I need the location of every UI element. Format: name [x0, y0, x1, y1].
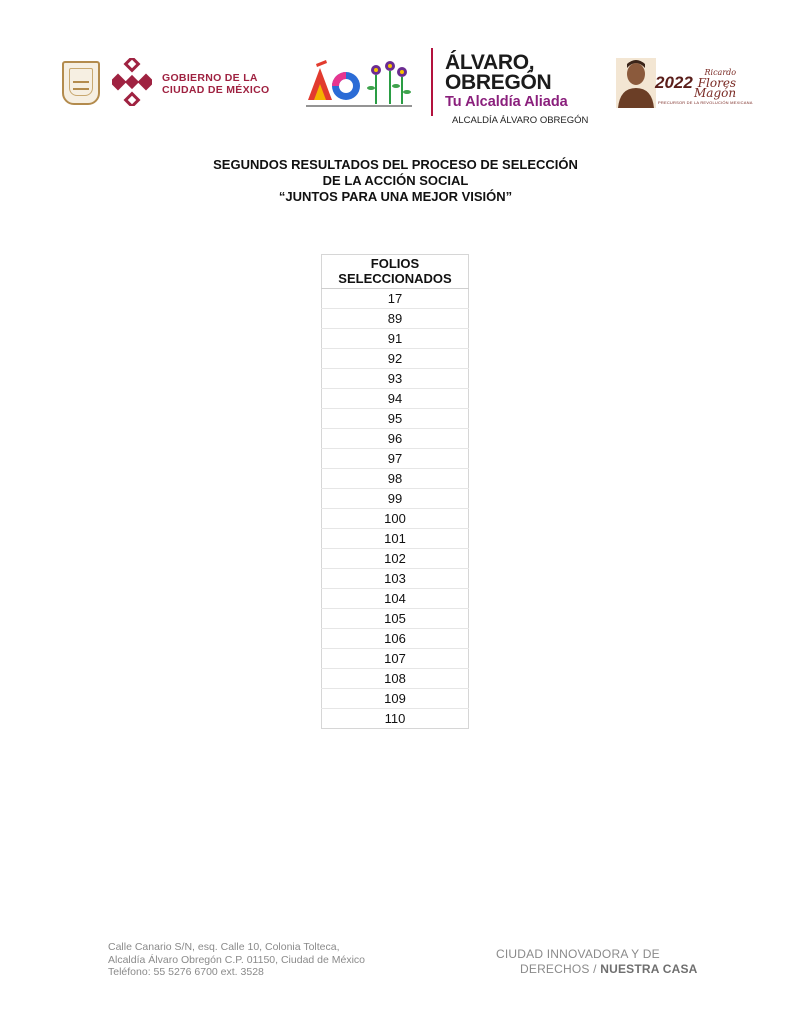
table-row — [322, 489, 469, 509]
table-row — [322, 549, 469, 569]
footer-address-line1: Calle Canario S/N, esq. Calle 10, Colonia Tolteca, — [108, 941, 340, 953]
folio-cell: 99 — [322, 489, 469, 509]
table-row — [322, 469, 469, 489]
magon-caption: PRECURSOR DE LA REVOLUCIÓN MEXICANA — [658, 100, 753, 105]
government-logo-text — [162, 72, 269, 96]
folio-cell: 89 — [322, 309, 469, 329]
title-line2: DE LA ACCIÓN SOCIAL — [322, 173, 469, 188]
folio-cell: 17 — [322, 289, 469, 309]
alcaldia-name-line1: ÁLVARO, — [445, 51, 535, 74]
magon-year: 2022 — [655, 73, 693, 92]
gov-text-line1: GOBIERNO DE LA — [162, 72, 258, 84]
folio-cell: 93 — [322, 369, 469, 389]
folio-cell: 97 — [322, 449, 469, 469]
table-header-row — [322, 255, 469, 289]
table-row — [322, 649, 469, 669]
folio-cell: 103 — [322, 569, 469, 589]
folios-table-body — [322, 289, 469, 729]
folio-cell: 96 — [322, 429, 469, 449]
table-row — [322, 709, 469, 729]
footer-slogan-line1: CIUDAD INNOVADORA Y DE — [496, 947, 660, 961]
header-divider — [431, 48, 433, 116]
folio-cell: 94 — [322, 389, 469, 409]
table-row — [322, 349, 469, 369]
magon-name-line1: Ricardo — [704, 68, 737, 77]
footer-address — [108, 941, 365, 979]
gov-text-line2: CIUDAD DE MÉXICO — [162, 84, 270, 96]
folio-cell: 110 — [322, 709, 469, 729]
folio-cell: 105 — [322, 609, 469, 629]
footer-slogan-nuestra-casa: NUESTRA CASA — [600, 962, 698, 976]
coat-of-arms-icon — [62, 61, 100, 105]
title-line1: SEGUNDOS RESULTADOS DEL PROCESO DE SELECCIÓN — [213, 157, 578, 172]
table-row — [322, 669, 469, 689]
alcaldia-name-line2: OBREGÓN — [445, 71, 552, 94]
table-row — [322, 389, 469, 409]
table-row — [322, 689, 469, 709]
alcaldia-ao-logo-icon — [306, 58, 412, 110]
folio-cell: 104 — [322, 589, 469, 609]
magon-name-line2: Flores — [697, 76, 737, 90]
table-row — [322, 589, 469, 609]
folio-cell: 106 — [322, 629, 469, 649]
alcaldia-subtitle: ALCALDÍA ÁLVARO OBREGÓN — [452, 115, 589, 126]
table-row — [322, 569, 469, 589]
folio-cell: 100 — [322, 509, 469, 529]
folios-table — [321, 254, 469, 729]
footer-slogan-derechos: DERECHOS / — [520, 962, 601, 976]
folio-cell: 102 — [322, 549, 469, 569]
folio-cell: 107 — [322, 649, 469, 669]
table-row — [322, 509, 469, 529]
folio-cell: 101 — [322, 529, 469, 549]
footer-slogan-line2 — [496, 962, 698, 977]
alcaldia-name — [445, 53, 551, 93]
footer-address-line2: Alcaldía Álvaro Obregón C.P. 01150, Ciudad de México — [108, 953, 366, 966]
table-row — [322, 289, 469, 309]
alcaldia-tagline: Tu Alcaldía Aliada — [445, 94, 568, 110]
table-row — [322, 409, 469, 429]
folio-cell: 108 — [322, 669, 469, 689]
table-row — [322, 309, 469, 329]
footer-slogan — [496, 947, 698, 977]
table-header-line1: FOLIOS — [370, 256, 420, 271]
footer-phone: Teléfono: 55 5276 6700 ext. 3528 — [108, 966, 264, 978]
table-row — [322, 609, 469, 629]
cdmx-logo-icon — [112, 58, 152, 106]
magon-name — [694, 68, 736, 98]
title-line3: “JUNTOS PARA UNA MEJOR VISIÓN” — [278, 189, 513, 204]
table-row — [322, 449, 469, 469]
table-header-folios — [322, 255, 469, 289]
magon-name-line3: Magón — [694, 86, 737, 100]
portrait-icon — [616, 58, 656, 108]
folio-cell: 95 — [322, 409, 469, 429]
table-row — [322, 329, 469, 349]
table-row — [322, 529, 469, 549]
folio-cell: 109 — [322, 689, 469, 709]
table-header-line2: SELECCIONADOS — [338, 271, 452, 286]
document-title — [0, 157, 791, 205]
folio-cell: 91 — [322, 329, 469, 349]
folio-cell: 98 — [322, 469, 469, 489]
table-row — [322, 429, 469, 449]
table-row — [322, 369, 469, 389]
table-row — [322, 629, 469, 649]
folio-cell: 92 — [322, 349, 469, 369]
